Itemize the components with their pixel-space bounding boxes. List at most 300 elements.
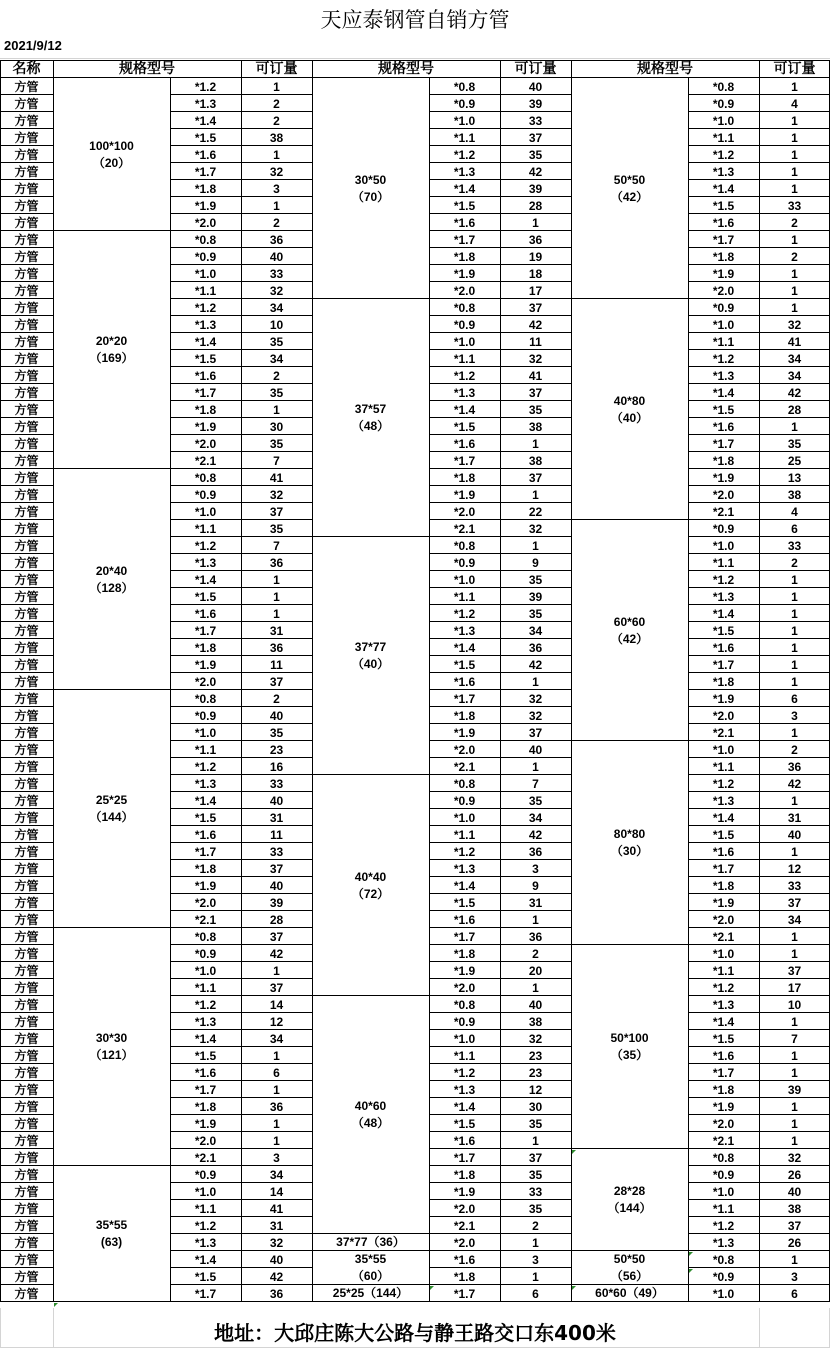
qty-cell: 35 bbox=[528, 1116, 543, 1131]
spec-cell: *1.1 bbox=[712, 334, 735, 349]
spec-cell: *1.3 bbox=[712, 793, 735, 808]
spec-cell: *1.4 bbox=[194, 113, 217, 128]
row-name: 方管 bbox=[14, 504, 39, 519]
row-name: 方管 bbox=[14, 725, 39, 740]
spec-cell: *1.9 bbox=[194, 878, 217, 893]
spec-cell: *1.4 bbox=[194, 1252, 217, 1267]
qty-cell: 37 bbox=[528, 130, 543, 145]
spec-cell: *1.2 bbox=[453, 844, 476, 859]
size-group-label: 37*77 （40） bbox=[351, 640, 390, 671]
qty-cell: 37 bbox=[528, 385, 543, 400]
spec-cell: *0.8 bbox=[453, 997, 476, 1012]
qty-cell: 31 bbox=[269, 1218, 284, 1233]
spec-cell: *1.8 bbox=[712, 249, 735, 264]
row-name: 方管 bbox=[14, 164, 39, 179]
row-name: 方管 bbox=[14, 351, 39, 366]
qty-cell: 36 bbox=[528, 640, 543, 655]
qty-cell: 42 bbox=[787, 776, 802, 791]
qty-cell: 3 bbox=[791, 708, 798, 723]
spec-cell: *1.2 bbox=[712, 980, 735, 995]
spec-cell: *1.1 bbox=[712, 555, 735, 570]
spec-cell: *2.0 bbox=[712, 912, 735, 927]
row-name: 方管 bbox=[14, 606, 39, 621]
spec-cell: *0.8 bbox=[712, 1252, 735, 1267]
qty-cell: 28 bbox=[787, 402, 802, 417]
qty-cell: 2 bbox=[273, 215, 280, 230]
spec-cell: *1.0 bbox=[194, 266, 217, 281]
spec-cell: *1.2 bbox=[712, 147, 735, 162]
spec-cell: *1.0 bbox=[194, 963, 217, 978]
grid-line bbox=[312, 78, 313, 1302]
qty-cell: 6 bbox=[791, 521, 798, 536]
size-group-label: 50*50 （42） bbox=[610, 172, 649, 204]
qty-cell: 25 bbox=[787, 453, 802, 468]
qty-cell: 1 bbox=[791, 929, 798, 944]
qty-cell: 3 bbox=[273, 181, 280, 196]
qty-cell: 2 bbox=[791, 215, 798, 230]
spec-cell: *0.8 bbox=[453, 300, 476, 315]
spec-cell: *1.5 bbox=[712, 198, 735, 213]
row-name: 方管 bbox=[14, 623, 39, 638]
qty-cell: 42 bbox=[269, 1269, 284, 1284]
row-name: 方管 bbox=[14, 1201, 39, 1216]
qty-cell: 39 bbox=[528, 96, 543, 111]
qty-cell: 1 bbox=[273, 589, 280, 604]
row-name: 方管 bbox=[14, 895, 39, 910]
qty-cell: 30 bbox=[528, 1099, 543, 1114]
qty-cell: 34 bbox=[528, 810, 543, 825]
qty-cell: 35 bbox=[269, 725, 284, 740]
spec-cell: *1.7 bbox=[453, 232, 476, 247]
spec-cell: *1.7 bbox=[712, 232, 735, 247]
row-name: 方管 bbox=[14, 300, 39, 315]
spec-cell: *1.3 bbox=[712, 164, 735, 179]
spec-cell: *1.1 bbox=[453, 351, 476, 366]
qty-cell: 35 bbox=[269, 436, 284, 451]
grid-line bbox=[759, 60, 760, 78]
qty-cell: 4 bbox=[791, 96, 798, 111]
spec-cell: *1.5 bbox=[453, 895, 476, 910]
row-name: 方管 bbox=[14, 742, 39, 757]
qty-cell: 2 bbox=[273, 691, 280, 706]
qty-cell: 7 bbox=[791, 1031, 798, 1046]
spec-cell: *1.4 bbox=[712, 1014, 735, 1029]
qty-cell: 40 bbox=[269, 793, 284, 808]
row-name: 方管 bbox=[14, 793, 39, 808]
row-name: 方管 bbox=[14, 878, 39, 893]
qty-cell: 41 bbox=[269, 1201, 284, 1216]
spec-cell: *1.5 bbox=[194, 1048, 217, 1063]
spec-cell: *1.4 bbox=[712, 810, 735, 825]
qty-cell: 20 bbox=[528, 963, 543, 978]
header-spec: 规格型号 bbox=[637, 60, 693, 77]
qty-cell: 33 bbox=[528, 1184, 543, 1199]
spec-cell: *2.0 bbox=[194, 215, 217, 230]
qty-cell: 40 bbox=[528, 79, 543, 94]
row-name: 方管 bbox=[14, 1150, 39, 1165]
spec-cell: *2.1 bbox=[194, 912, 217, 927]
row-name: 方管 bbox=[14, 215, 39, 230]
qty-cell: 1 bbox=[273, 147, 280, 162]
spec-cell: *1.8 bbox=[194, 861, 217, 876]
spec-cell: *2.1 bbox=[194, 1150, 217, 1165]
spec-cell: *1.2 bbox=[194, 300, 217, 315]
spec-cell: *1.8 bbox=[453, 470, 476, 485]
qty-cell: 10 bbox=[787, 997, 802, 1012]
qty-cell: 40 bbox=[269, 878, 284, 893]
row-name: 方管 bbox=[14, 453, 39, 468]
qty-cell: 1 bbox=[791, 79, 798, 94]
row-name: 方管 bbox=[14, 436, 39, 451]
spec-cell: *1.5 bbox=[712, 1031, 735, 1046]
spec-cell: *1.7 bbox=[453, 1150, 476, 1165]
qty-cell: 1 bbox=[791, 1252, 798, 1267]
qty-cell: 1 bbox=[791, 572, 798, 587]
qty-cell: 26 bbox=[787, 1167, 802, 1182]
spec-cell: *1.9 bbox=[194, 1116, 217, 1131]
row-name: 方管 bbox=[14, 79, 39, 94]
row-name: 方管 bbox=[14, 1286, 39, 1301]
spec-cell: *1.9 bbox=[194, 198, 217, 213]
qty-cell: 33 bbox=[787, 878, 802, 893]
spec-cell: *1.4 bbox=[712, 181, 735, 196]
qty-cell: 2 bbox=[791, 555, 798, 570]
row-name: 方管 bbox=[14, 997, 39, 1012]
spec-cell: *1.8 bbox=[194, 640, 217, 655]
row-name: 方管 bbox=[14, 980, 39, 995]
size-group-label: 40*60 （48） bbox=[351, 1099, 390, 1130]
spec-cell: *0.8 bbox=[712, 1150, 735, 1165]
qty-cell: 31 bbox=[787, 810, 802, 825]
spec-cell: *2.1 bbox=[712, 1133, 735, 1148]
spec-cell: *1.9 bbox=[712, 470, 735, 485]
qty-cell: 40 bbox=[269, 1252, 284, 1267]
qty-cell: 37 bbox=[269, 504, 284, 519]
spec-cell: *1.8 bbox=[453, 1167, 476, 1182]
spec-cell: *1.5 bbox=[194, 589, 217, 604]
row-name: 方管 bbox=[14, 113, 39, 128]
spec-cell: *1.8 bbox=[453, 249, 476, 264]
qty-cell: 1 bbox=[791, 1014, 798, 1029]
qty-cell: 42 bbox=[528, 827, 543, 842]
spec-cell: *2.0 bbox=[194, 436, 217, 451]
spec-cell: *1.8 bbox=[712, 878, 735, 893]
qty-cell: 6 bbox=[791, 691, 798, 706]
size-group-label: 100*100 （20） bbox=[89, 138, 134, 170]
spec-cell: *0.9 bbox=[453, 555, 476, 570]
cell-comment-marker bbox=[689, 1252, 693, 1256]
spec-cell: *1.8 bbox=[453, 1269, 476, 1284]
qty-cell: 2 bbox=[532, 1218, 539, 1233]
qty-cell: 34 bbox=[787, 912, 802, 927]
qty-cell: 1 bbox=[791, 606, 798, 621]
size-group-label: 20*20 （169） bbox=[89, 334, 134, 365]
qty-cell: 33 bbox=[269, 776, 284, 791]
spec-cell: *1.3 bbox=[194, 555, 217, 570]
qty-cell: 1 bbox=[791, 232, 798, 247]
qty-cell: 35 bbox=[528, 402, 543, 417]
qty-cell: 39 bbox=[528, 589, 543, 604]
spec-cell: *2.0 bbox=[194, 1133, 217, 1148]
grid-line bbox=[571, 78, 572, 1302]
spec-cell: *1.2 bbox=[453, 368, 476, 383]
spec-cell: *1.7 bbox=[453, 453, 476, 468]
row-name: 方管 bbox=[14, 402, 39, 417]
qty-cell: 1 bbox=[791, 300, 798, 315]
row-name: 方管 bbox=[14, 130, 39, 145]
size-group-label: 30*30 （121） bbox=[89, 1031, 134, 1062]
spec-cell: *1.1 bbox=[194, 742, 217, 757]
row-name: 方管 bbox=[14, 1269, 39, 1284]
qty-cell: 39 bbox=[269, 895, 284, 910]
spec-cell: *2.0 bbox=[712, 708, 735, 723]
qty-cell: 36 bbox=[269, 232, 284, 247]
grid-line bbox=[429, 78, 430, 1302]
spec-cell: *1.0 bbox=[712, 113, 735, 128]
spec-cell: *1.4 bbox=[453, 640, 476, 655]
qty-cell: 1 bbox=[532, 674, 539, 689]
qty-cell: 11 bbox=[270, 827, 283, 842]
spec-cell: *2.1 bbox=[712, 929, 735, 944]
qty-cell: 1 bbox=[791, 1116, 798, 1131]
qty-cell: 37 bbox=[528, 470, 543, 485]
row-name: 方管 bbox=[14, 929, 39, 944]
date-label: 2021/9/12 bbox=[4, 38, 62, 53]
qty-cell: 32 bbox=[528, 351, 543, 366]
qty-cell: 36 bbox=[787, 759, 802, 774]
qty-cell: 39 bbox=[528, 181, 543, 196]
spec-cell: *0.9 bbox=[194, 1167, 217, 1182]
row-name: 方管 bbox=[14, 368, 39, 383]
spec-cell: *1.7 bbox=[712, 1065, 735, 1080]
qty-cell: 33 bbox=[787, 198, 802, 213]
qty-cell: 1 bbox=[532, 759, 539, 774]
grid-line bbox=[571, 1301, 688, 1302]
qty-cell: 34 bbox=[269, 351, 284, 366]
qty-cell: 18 bbox=[528, 266, 543, 281]
qty-cell: 34 bbox=[787, 351, 802, 366]
size-group-label: 25*25 （144） bbox=[89, 793, 134, 824]
qty-cell: 35 bbox=[528, 1167, 543, 1182]
qty-cell: 37 bbox=[528, 725, 543, 740]
qty-cell: 13 bbox=[787, 470, 802, 485]
grid-line bbox=[312, 1301, 429, 1302]
spec-cell: *1.5 bbox=[194, 351, 217, 366]
size-group-label: 30*50 （70） bbox=[351, 172, 390, 204]
row-name: 方管 bbox=[14, 691, 39, 706]
spec-cell: *1.0 bbox=[453, 810, 476, 825]
spec-cell: *1.5 bbox=[194, 810, 217, 825]
size-group-label: 35*55 （60） bbox=[351, 1252, 390, 1283]
qty-cell: 36 bbox=[528, 844, 543, 859]
qty-cell: 1 bbox=[791, 657, 798, 672]
spec-cell: *2.0 bbox=[453, 1235, 476, 1250]
row-name: 方管 bbox=[14, 1133, 39, 1148]
qty-cell: 37 bbox=[269, 980, 284, 995]
qty-cell: 32 bbox=[528, 708, 543, 723]
size-group-label: 40*40 （72） bbox=[351, 869, 390, 901]
spec-cell: *0.8 bbox=[194, 232, 217, 247]
size-group-label: 60*60 （42） bbox=[610, 614, 649, 646]
spec-cell: *1.1 bbox=[194, 1201, 217, 1216]
spec-cell: *1.3 bbox=[453, 385, 476, 400]
spec-cell: *1.2 bbox=[194, 997, 217, 1012]
qty-cell: 31 bbox=[269, 810, 284, 825]
qty-cell: 1 bbox=[791, 164, 798, 179]
qty-cell: 34 bbox=[787, 368, 802, 383]
spec-cell: *1.0 bbox=[453, 113, 476, 128]
qty-cell: 9 bbox=[532, 878, 539, 893]
spec-cell: *1.4 bbox=[194, 1031, 217, 1046]
spec-cell: *0.8 bbox=[712, 79, 735, 94]
qty-cell: 1 bbox=[791, 113, 798, 128]
spec-cell: *1.4 bbox=[453, 1099, 476, 1114]
address-footer: 地址：大邱庄陈大公路与静王路交口东400米 bbox=[214, 1321, 616, 1345]
qty-cell: 32 bbox=[269, 283, 284, 298]
spec-cell: *1.4 bbox=[453, 181, 476, 196]
qty-cell: 2 bbox=[273, 113, 280, 128]
row-name: 方管 bbox=[14, 674, 39, 689]
cell-comment-marker bbox=[572, 1150, 576, 1154]
qty-cell: 23 bbox=[528, 1065, 543, 1080]
spec-cell: *1.5 bbox=[453, 657, 476, 672]
qty-cell: 2 bbox=[532, 946, 539, 961]
spec-cell: *1.6 bbox=[194, 1065, 217, 1080]
spec-cell: *1.7 bbox=[712, 657, 735, 672]
cell-comment-marker bbox=[572, 1286, 576, 1290]
size-group-label: 37*77（36） bbox=[336, 1235, 405, 1249]
spec-cell: *1.0 bbox=[453, 1031, 476, 1046]
qty-cell: 22 bbox=[528, 504, 543, 519]
spec-cell: *1.3 bbox=[194, 1014, 217, 1029]
size-group-label: 37*57 （48） bbox=[351, 402, 390, 433]
spec-cell: *1.1 bbox=[453, 130, 476, 145]
qty-cell: 33 bbox=[269, 844, 284, 859]
spec-cell: *1.0 bbox=[712, 317, 735, 332]
spec-cell: *1.9 bbox=[453, 963, 476, 978]
grid-line bbox=[53, 1301, 170, 1302]
grid-line bbox=[0, 60, 1, 78]
qty-cell: 3 bbox=[532, 1252, 539, 1267]
qty-cell: 12 bbox=[269, 1014, 284, 1029]
qty-cell: 41 bbox=[787, 334, 802, 349]
qty-cell: 14 bbox=[269, 997, 284, 1012]
qty-cell: 32 bbox=[787, 1150, 802, 1165]
spec-cell: *1.0 bbox=[453, 572, 476, 587]
row-name: 方管 bbox=[14, 198, 39, 213]
spec-cell: *1.4 bbox=[194, 334, 217, 349]
qty-cell: 2 bbox=[791, 742, 798, 757]
spec-cell: *1.8 bbox=[712, 453, 735, 468]
qty-cell: 6 bbox=[791, 1286, 798, 1301]
cell-comment-marker bbox=[689, 1269, 693, 1273]
qty-cell: 1 bbox=[791, 181, 798, 196]
size-group-label: 28*28 （144） bbox=[607, 1184, 652, 1215]
row-name: 方管 bbox=[14, 572, 39, 587]
qty-cell: 9 bbox=[532, 555, 539, 570]
qty-cell: 1 bbox=[273, 606, 280, 621]
spec-cell: *1.3 bbox=[712, 368, 735, 383]
spec-cell: *1.8 bbox=[194, 181, 217, 196]
spec-cell: *1.4 bbox=[712, 606, 735, 621]
spec-cell: *2.1 bbox=[453, 521, 476, 536]
row-name: 方管 bbox=[14, 232, 39, 247]
qty-cell: 3 bbox=[791, 1269, 798, 1284]
row-name: 方管 bbox=[14, 555, 39, 570]
spec-cell: *0.9 bbox=[194, 708, 217, 723]
spec-cell: *0.9 bbox=[712, 1167, 735, 1182]
qty-cell: 12 bbox=[528, 1082, 543, 1097]
spec-cell: *0.9 bbox=[194, 249, 217, 264]
spec-cell: *0.9 bbox=[712, 96, 735, 111]
spec-cell: *1.5 bbox=[712, 623, 735, 638]
spec-cell: *0.9 bbox=[712, 1269, 735, 1284]
spec-cell: *2.1 bbox=[453, 1218, 476, 1233]
grid-line bbox=[241, 60, 242, 78]
spec-cell: *1.7 bbox=[194, 844, 217, 859]
qty-cell: 38 bbox=[787, 487, 802, 502]
spec-cell: *2.1 bbox=[712, 504, 735, 519]
spec-cell: *2.0 bbox=[194, 674, 217, 689]
spec-cell: *1.1 bbox=[453, 589, 476, 604]
qty-cell: 42 bbox=[528, 164, 543, 179]
qty-cell: 1 bbox=[791, 725, 798, 740]
spec-cell: *0.8 bbox=[194, 470, 217, 485]
qty-cell: 1 bbox=[273, 1133, 280, 1148]
spec-cell: *1.5 bbox=[453, 198, 476, 213]
spec-cell: *1.3 bbox=[453, 623, 476, 638]
spec-cell: *1.3 bbox=[453, 164, 476, 179]
spec-cell: *2.0 bbox=[712, 1116, 735, 1131]
spec-cell: *1.9 bbox=[712, 691, 735, 706]
qty-cell: 17 bbox=[528, 283, 543, 298]
row-name: 方管 bbox=[14, 844, 39, 859]
spec-cell: *1.2 bbox=[712, 572, 735, 587]
qty-cell: 42 bbox=[269, 946, 284, 961]
grid-line bbox=[53, 78, 54, 1302]
qty-cell: 39 bbox=[787, 1082, 802, 1097]
spec-cell: *1.2 bbox=[453, 147, 476, 162]
header-qty: 可订量 bbox=[255, 60, 298, 77]
grid-line bbox=[0, 58, 830, 59]
spec-cell: *1.1 bbox=[712, 963, 735, 978]
spec-cell: *1.1 bbox=[453, 1048, 476, 1063]
spec-cell: *1.3 bbox=[712, 997, 735, 1012]
row-name: 方管 bbox=[14, 1167, 39, 1182]
qty-cell: 38 bbox=[787, 1201, 802, 1216]
header-spec: 规格型号 bbox=[119, 60, 175, 77]
spec-cell: *1.5 bbox=[453, 1116, 476, 1131]
qty-cell: 2 bbox=[791, 249, 798, 264]
spec-cell: *1.6 bbox=[712, 1048, 735, 1063]
row-name: 方管 bbox=[14, 385, 39, 400]
spec-cell: *1.0 bbox=[712, 1286, 735, 1301]
qty-cell: 41 bbox=[269, 470, 284, 485]
row-name: 方管 bbox=[14, 708, 39, 723]
spec-cell: *1.6 bbox=[453, 436, 476, 451]
row-name: 方管 bbox=[14, 1048, 39, 1063]
qty-cell: 1 bbox=[791, 283, 798, 298]
qty-cell: 31 bbox=[269, 623, 284, 638]
spec-cell: *2.0 bbox=[453, 283, 476, 298]
spec-cell: *1.8 bbox=[453, 946, 476, 961]
spec-cell: *1.9 bbox=[194, 419, 217, 434]
row-name: 方管 bbox=[14, 759, 39, 774]
spec-cell: *1.5 bbox=[712, 402, 735, 417]
qty-cell: 31 bbox=[528, 895, 543, 910]
row-name: 方管 bbox=[14, 283, 39, 298]
spec-cell: *1.5 bbox=[712, 827, 735, 842]
